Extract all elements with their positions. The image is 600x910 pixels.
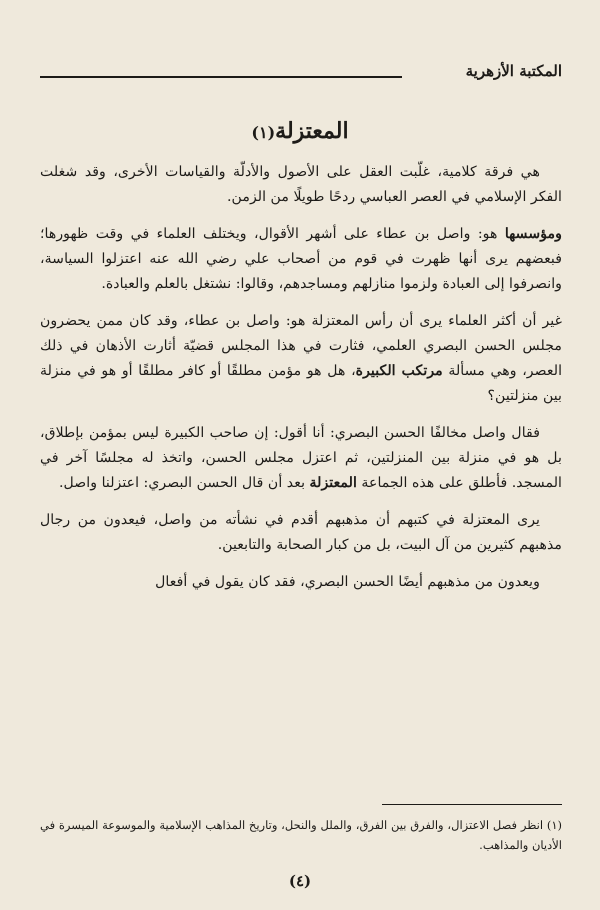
paragraph-separation <box>40 421 562 496</box>
founder-text: هو: واصل بن عطاء على أشهر الأقوال، ويختلف العلماء في وقت ظهورها؛ فبعضهم يرى أنها ظهرت في قوم من أصحاب علي رضي الله عنه اعتزلوا السياسة، وانصرفوا إلى العبادة ولزموا منازلهم ومساجدهم، وقالوا: نشتغل بالعلم والعبادة. <box>40 226 562 292</box>
paragraph-claims: يرى المعتزلة في كتبهم أن مذهبهم أقدم في نشأته من واصل، فيعدون من رجال مذهبهم كثيرين من آل البيت، بل من كبار الصحابة والتابعين. <box>40 512 562 553</box>
page-number: (٤) <box>288 872 312 890</box>
paragraph-origin <box>40 309 562 409</box>
chapter-title <box>0 118 600 144</box>
header-rule <box>40 76 402 78</box>
footnote-rule <box>382 804 562 805</box>
origin-text-a: غير أن أكثر العلماء يرى أن رأس المعتزلة هو: واصل بن عطاء، وقد كان ممن يحضرون مجلس الحسن البصري العلمي، فثارت في هذا المجلس قضيّة أثارت الأذهان في ذلك العصر، وهي مسألة <box>40 313 563 379</box>
founder-lead-word: ومؤسسها <box>504 226 562 242</box>
origin-text-b: ، هل هو مؤمن مطلقًا أو كافر مطلقًا أو هو في منزلة بين منزلتين؟ <box>40 363 562 404</box>
paragraph-continuation: ويعدون من مذهبهم أيضًا الحسن البصري، فقد كان يقول في أفعال <box>155 574 540 590</box>
paragraph-definition: هي فرقة كلامية، غلّبت العقل على الأصول والأدلّة والقياسات الأخرى، وقد شغلت الفكر الإسلامي في العصر العباسي ردحًا طويلًا من الزمن. <box>40 164 562 205</box>
footnote: (١) انظر فصل الاعتزال، والفرق بين الفرق، والملل والنحل، وتاريخ المذاهب الإسلامية والموسوعة الميسرة في الأديان والمذاهب. <box>40 818 562 852</box>
separation-text-a: فقال واصل مخالفًا الحسن البصري: أنا أقول: إن صاحب الكبيرة ليس بمؤمن بإطلاق، بل هو في منزلة بين المنزلتين، ثم اعتزل مجلس الحسن، واتخذ له مجلسًا آخر في المسجد. فأطلق على هذه الجماعة <box>40 425 562 491</box>
origin-bold-term: مرتكب الكبيرة <box>355 363 443 379</box>
separation-text-b: بعد أن قال الحسن البصري: اعتزلنا واصل. <box>58 475 310 491</box>
paragraph-founder <box>40 222 562 297</box>
chapter-title-text: المعتزلة <box>275 118 349 144</box>
running-header <box>40 62 562 88</box>
footnote-reference: (١) <box>251 123 276 142</box>
header-title: المكتبة الأزهرية <box>465 62 562 80</box>
body-text <box>40 160 562 607</box>
separation-bold-term: المعتزلة <box>309 475 357 491</box>
